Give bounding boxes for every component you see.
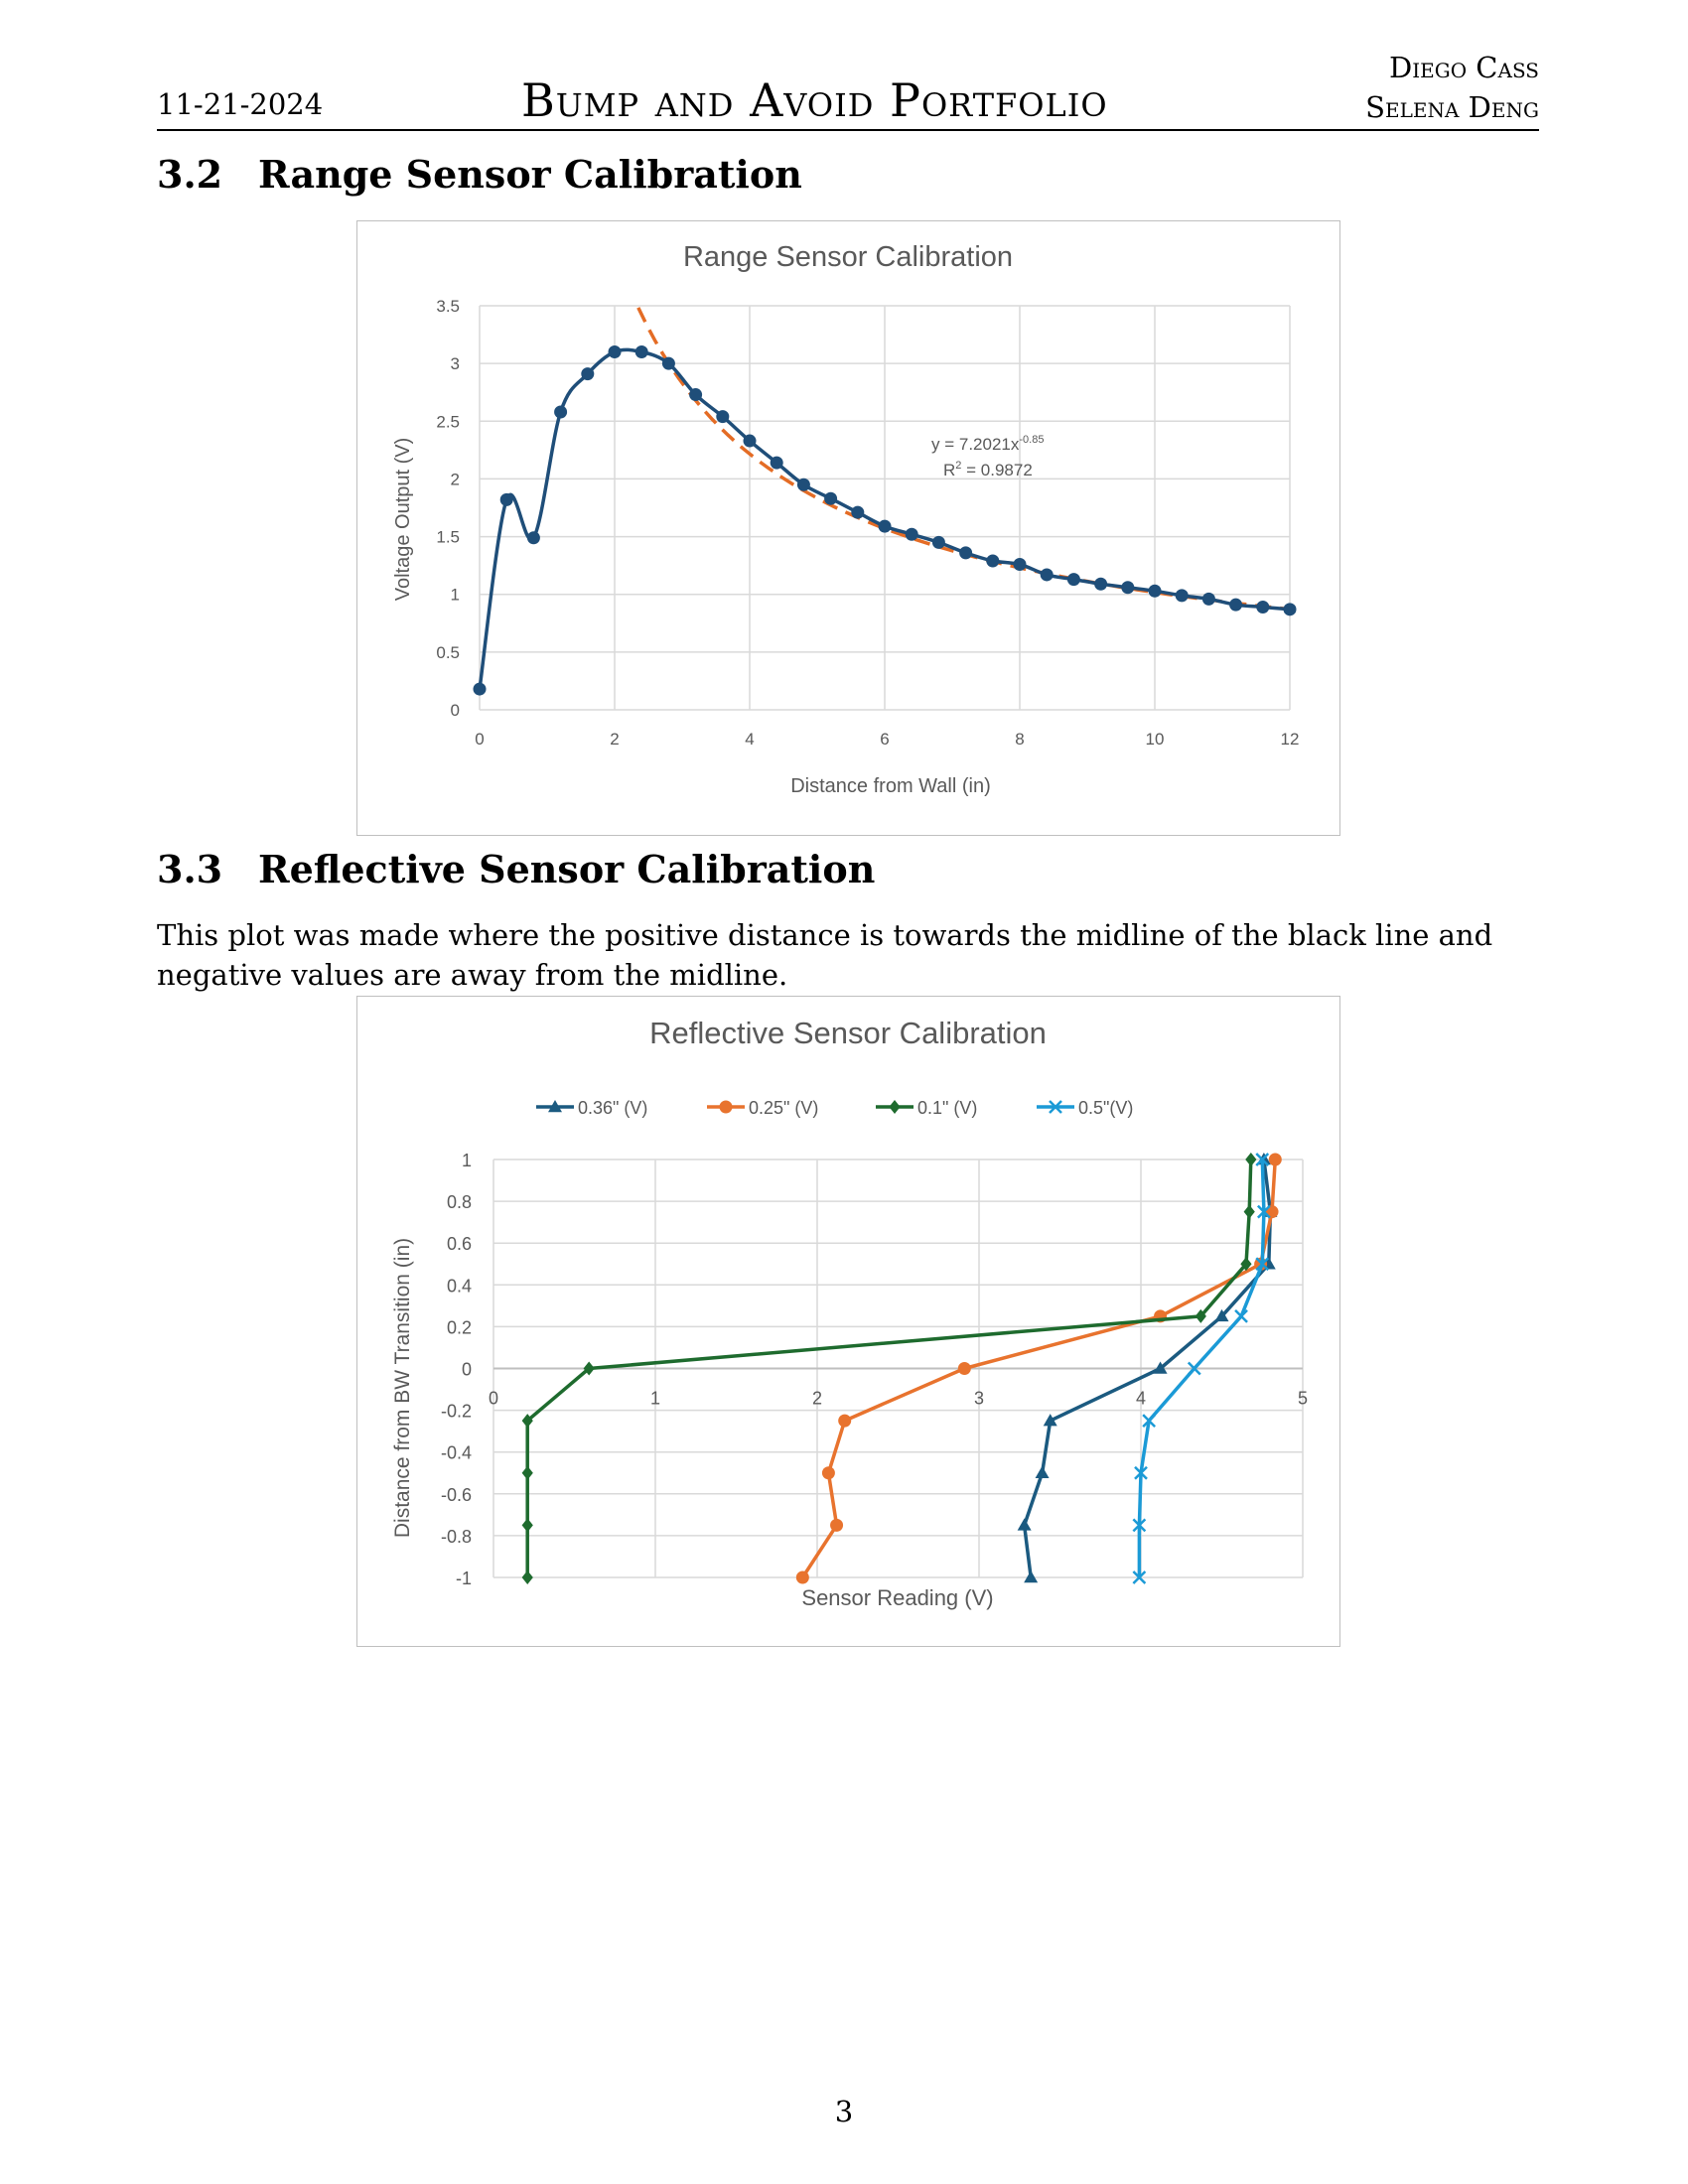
reflective-y-tick-label: -0.4 [440, 1442, 472, 1463]
range-data-point [1149, 585, 1162, 598]
range-data-point [771, 457, 783, 470]
range-data-point [500, 493, 513, 506]
reflective-data-point [830, 1519, 843, 1532]
range-data-point [824, 492, 837, 505]
reflective-data-point [796, 1571, 809, 1584]
reflective-data-point [522, 1466, 533, 1480]
reflective-y-tick-label: 1 [461, 1151, 472, 1170]
range-x-tick-label: 0 [475, 730, 485, 749]
range-y-tick-label: 3 [450, 354, 460, 374]
legend-entry [707, 1098, 818, 1118]
section-heading-reflective [157, 847, 875, 891]
legend-marker [720, 1101, 733, 1114]
range-data-point [1284, 603, 1297, 615]
range-data-point [1014, 558, 1027, 571]
reflective-y-tick-label: 0 [461, 1359, 472, 1380]
legend-label: 0.1" (V) [917, 1098, 978, 1118]
range-data-point [797, 478, 810, 491]
range-data-point [959, 546, 972, 559]
page-number: 3 [834, 2095, 854, 2128]
range-x-tick-label: 2 [610, 730, 620, 749]
reflective-data-point [1244, 1205, 1255, 1219]
range-y-tick-label: 0 [450, 701, 460, 720]
range-data-point [1256, 601, 1269, 614]
range-y-tick-label: 2 [450, 470, 460, 489]
range-data-point [1094, 578, 1107, 591]
reflective-x-tick-label: 1 [649, 1388, 661, 1409]
legend-entry [536, 1098, 647, 1118]
range-data-point [527, 531, 540, 544]
section-number: 3.2 [157, 152, 223, 197]
range-data-point [1121, 581, 1134, 594]
range-data-point [1041, 568, 1054, 581]
range-chart-xlabel: Distance from Wall (in) [790, 775, 991, 797]
section-title: Range Sensor Calibration [258, 152, 802, 197]
reflective-chart-ylabel: Distance from BW Transition (in) [391, 1237, 414, 1539]
range-x-tick-label: 6 [880, 730, 890, 749]
reflective-chart-title: Reflective Sensor Calibration [649, 1016, 1047, 1050]
header-title: Bump and Avoid Portfolio [521, 73, 1108, 127]
legend-marker [889, 1100, 900, 1114]
range-x-tick-label: 12 [1280, 730, 1300, 749]
section-title: Reflective Sensor Calibration [258, 847, 876, 891]
range-y-tick-label: 1.5 [436, 527, 460, 547]
range-data-point [1229, 599, 1242, 612]
range-y-tick-label: 0.5 [436, 642, 460, 662]
reflective-y-tick-label: 0.6 [446, 1234, 472, 1255]
legend-label: 0.5"(V) [1078, 1098, 1134, 1118]
range-figure [356, 220, 1340, 836]
range-data-point [986, 554, 999, 567]
reflective-data-point [522, 1570, 533, 1584]
header-rule [157, 129, 1539, 131]
author-1: Diego Cass [1388, 51, 1539, 84]
range-y-tick-label: 3.5 [436, 297, 460, 316]
range-chart-equation: $y = 7.2021x^{-0.85}$ [931, 434, 1045, 454]
range-y-tick-label: 2.5 [436, 412, 460, 432]
legend-entry [876, 1098, 977, 1118]
range-data-point [662, 357, 675, 370]
reflective-x-tick-label: 5 [1297, 1388, 1309, 1409]
reflective-chart [357, 997, 1339, 1646]
range-data-point [635, 345, 648, 358]
reflective-y-tick-label: 0.8 [446, 1192, 472, 1213]
reflective-x-tick-label: 0 [488, 1388, 499, 1409]
reflective-data-point [958, 1362, 971, 1375]
reflective-data-point [838, 1415, 851, 1428]
range-trendline [638, 308, 1290, 610]
section-number: 3.3 [157, 847, 223, 891]
author-2: Selena Deng [1365, 90, 1539, 124]
range-chart-r-squared: $R^2 = 0.9872$ [943, 460, 1033, 479]
range-data-point [1202, 593, 1215, 606]
range-data-point [554, 405, 567, 418]
range-data-point [609, 345, 622, 358]
reflective-y-tick-label: -0.8 [440, 1526, 472, 1547]
range-chart-title: Range Sensor Calibration [682, 241, 1014, 273]
reflective-data-point [1024, 1570, 1038, 1582]
legend-label: 0.36" (V) [578, 1098, 648, 1118]
reflective-y-tick-label: 0.2 [446, 1317, 472, 1338]
range-x-tick-label: 10 [1145, 730, 1165, 749]
range-y-tick-label: 1 [450, 585, 460, 605]
reflective-data-point [1036, 1466, 1050, 1478]
legend-entry [1037, 1098, 1133, 1118]
range-data-point [744, 435, 757, 448]
range-data-point [474, 683, 487, 696]
reflective-x-tick-label: 4 [1135, 1388, 1147, 1409]
range-data-point [1176, 589, 1189, 602]
range-data-point [851, 506, 864, 519]
reflective-x-tick-label: 3 [973, 1388, 985, 1409]
range-data-point [879, 520, 892, 533]
range-data-point [581, 367, 594, 380]
reflective-chart-xlabel: Sensor Reading (V) [801, 1585, 994, 1610]
reflective-data-point [822, 1466, 835, 1479]
range-data-point [932, 536, 945, 549]
header-date: 11-21-2024 [157, 87, 324, 121]
reflective-data-point [1018, 1518, 1032, 1530]
reflective-figure [356, 996, 1340, 1647]
range-chart-ylabel: Voltage Output (V) [392, 437, 414, 602]
range-data-point [716, 410, 729, 423]
range-data-point [689, 388, 702, 401]
range-data-point [906, 528, 918, 541]
reflective-x-tick-label: 2 [811, 1388, 823, 1409]
range-x-tick-label: 4 [745, 730, 755, 749]
reflective-y-tick-label: -0.6 [440, 1484, 472, 1505]
reflective-y-tick-label: 0.4 [446, 1276, 472, 1297]
body-paragraph: This plot was made where the positive distance is towards the midline of the black line and negative values are away from the midline. [157, 918, 1493, 992]
header-authors [1365, 48, 1539, 127]
section-heading-range [157, 152, 802, 197]
reflective-data-point [1245, 1153, 1256, 1166]
range-chart [357, 221, 1339, 835]
reflective-y-tick-label: -1 [455, 1569, 472, 1588]
range-x-tick-label: 8 [1015, 730, 1025, 749]
reflective-y-tick-label: -0.2 [440, 1401, 472, 1422]
reflective-data-point [1269, 1154, 1282, 1166]
legend-label: 0.25" (V) [749, 1098, 819, 1118]
range-data-point [1067, 573, 1080, 586]
reflective-data-point [522, 1518, 533, 1532]
